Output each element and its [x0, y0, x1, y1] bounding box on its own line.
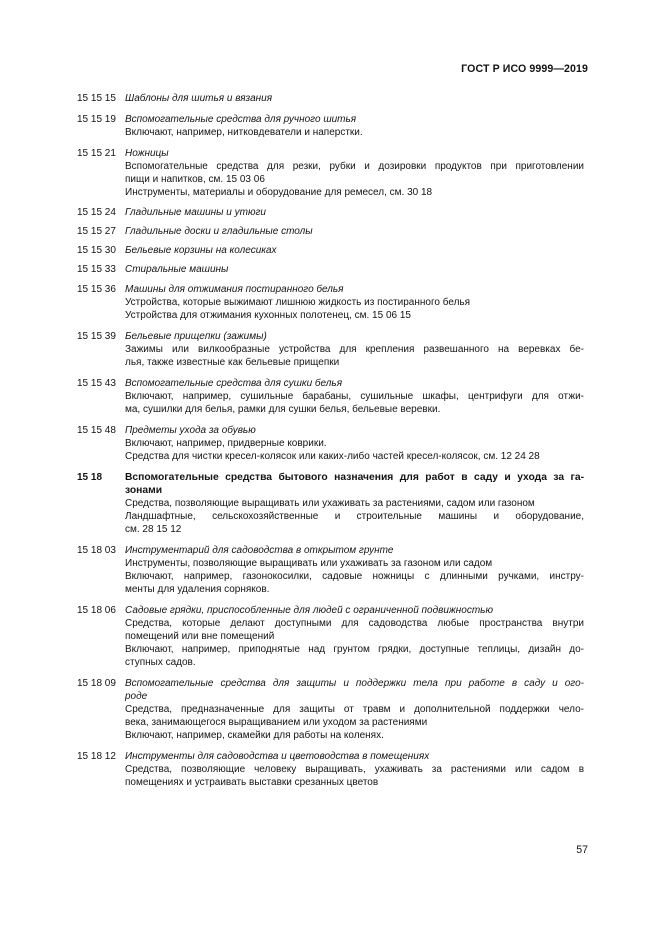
- entry-body: [125, 424, 584, 463]
- entry-code: 15 18 12: [77, 751, 116, 762]
- entry-description-line: пищи и напитков, см. 15 03 06: [125, 174, 265, 186]
- entry-description-line: Включают, например, газонокосилки, садовые ножницы с длинными ручками, инстру-: [125, 571, 584, 583]
- entry-code: 15 15 33: [77, 264, 116, 275]
- entry-code: 15 15 43: [77, 378, 116, 389]
- entry-body: [125, 263, 584, 276]
- entry-title-line: Стиральные машины: [125, 264, 229, 275]
- entry-description-line: Включают, например, придверные коврики.: [125, 438, 327, 450]
- entry-description-line: помещениях и устраивать выставки срезанных цветов: [125, 777, 379, 789]
- entry-title-line: Вспомогательные средства для сушки белья: [125, 378, 343, 389]
- entry-description-line: Зажимы или вилкообразные устройства для крепления развешанного на веревках бе-: [125, 344, 584, 356]
- entry-description-line: века, занимающегося выращиванием или уходом за растениями: [125, 717, 428, 729]
- entry-description-line: Устройства для отжимания кухонных полотенец, см. 15 06 15: [125, 310, 411, 322]
- entry-body: [125, 377, 584, 416]
- entry-body: [125, 283, 584, 322]
- entry-code: 15 15 39: [77, 331, 116, 342]
- entry-code: 15 15 27: [77, 226, 116, 237]
- entry-description-line: ступных садов.: [125, 657, 196, 669]
- entry-description-line: Ландшафтные, сельскохозяйственные и строительные машины и оборудование,: [125, 511, 584, 523]
- entry-description-line: Средства для чистки кресел-колясок или каких-либо частей кресел-колясок, см. 12 24 28: [125, 451, 540, 463]
- entry-title-line: Бельевые прищепки (зажимы): [125, 331, 267, 342]
- entry-title-line: Шаблоны для шитья и вязания: [125, 93, 273, 104]
- entry-body: [125, 244, 584, 257]
- entry-title-line: Ножницы: [125, 148, 169, 159]
- entry-title-line: Инструментарий для садоводства в открытом грунте: [125, 545, 394, 556]
- entry-title-line: Вспомогательные средства бытового назначения для работ в саду и ухода за га-: [125, 472, 584, 483]
- entry-code: 15 18 09: [77, 678, 116, 689]
- entry-description-line: Включают, например, нитковдеватели и наперстки.: [125, 127, 363, 139]
- entry-title-line: Бельевые корзины на колесиках: [125, 245, 277, 256]
- entry-title-line: Инструменты для садоводства и цветоводства в помещениях: [125, 751, 430, 762]
- entry-description-line: Средства, позволяющие человеку выращивать, ухаживать за растениями или садом в: [125, 764, 584, 776]
- entry-description-line: см. 28 15 12: [125, 524, 182, 536]
- entry-description-line: менты для удаления сорняков.: [125, 584, 270, 596]
- entry-body: [125, 471, 584, 536]
- entry-code: 15 15 36: [77, 284, 116, 295]
- entry-description-line: Вспомогательные средства для резки, рубки и дозировки продуктов при приготовлении: [125, 161, 584, 173]
- entry-body: [125, 544, 584, 596]
- entry-code: 15 18: [77, 472, 103, 483]
- entry-body: [125, 206, 584, 219]
- entry-code: 15 15 19: [77, 114, 116, 125]
- entry-body: [125, 225, 584, 238]
- entry-code: 15 15 21: [77, 148, 116, 159]
- entry-title-line: зонами: [125, 485, 163, 497]
- entry-description-line: лья, также известные как бельевые прищепки: [125, 357, 340, 369]
- entry-description-line: Средства, предназначенные для защиты от травм и дополнительной поддержки чело-: [125, 704, 584, 716]
- entry-body: [125, 677, 584, 742]
- entry-title-line: Гладильные машины и утюги: [125, 207, 266, 218]
- entry-body: [125, 92, 584, 105]
- entry-description-line: Инструменты, позволяющие выращивать или ухаживать за газоном или садом: [125, 558, 493, 570]
- entry-code: 15 15 15: [77, 93, 116, 104]
- entry-body: [125, 750, 584, 789]
- entry-description-line: Включают, например, скамейки для работы на коленях.: [125, 730, 384, 742]
- entry-title-line: роде: [125, 691, 148, 703]
- entry-description-line: Средства, позволяющие выращивать или ухаживать за растениями, садом или газоном: [125, 498, 535, 510]
- entry-body: [125, 604, 584, 669]
- page-number: 57: [576, 844, 588, 856]
- entry-code: 15 18 03: [77, 545, 116, 556]
- entry-body: [125, 113, 584, 139]
- entry-description-line: Средства, которые делают доступными для садоводства любые пространства внутри: [125, 618, 584, 630]
- entry-code: 15 15 30: [77, 245, 116, 256]
- entry-title-line: Вспомогательные средства для защиты и поддержки тела при работе в саду и ого-: [125, 678, 584, 689]
- entry-description-line: помещений или вне помещений: [125, 631, 275, 643]
- entry-title-line: Вспомогательные средства для ручного шитья: [125, 114, 357, 125]
- entry-description-line: Устройства, которые выжимают лишнюю жидкость из постиранного белья: [125, 297, 471, 309]
- entry-description-line: ма, сушилки для белья, рамки для сушки белья, бельевые веревки.: [125, 404, 441, 416]
- entry-title-line: Садовые грядки, приспособленные для людей с ограниченной подвижностью: [125, 605, 493, 616]
- entry-description-line: Включают, например, сушильные барабаны, сушильные шкафы, центрифуги для отжи-: [125, 391, 584, 403]
- entry-title-line: Машины для отжимания постиранного белья: [125, 284, 344, 295]
- entry-title-line: Предметы ухода за обувью: [125, 425, 256, 436]
- entry-code: 15 15 24: [77, 207, 116, 218]
- entry-code: 15 18 06: [77, 605, 116, 616]
- entry-body: [125, 330, 584, 369]
- entry-description-line: Включают, например, приподнятые над грунтом грядки, доступные теплицы, дизайн до-: [125, 644, 584, 656]
- entry-title-line: Гладильные доски и гладильные столы: [125, 226, 313, 237]
- entry-code: 15 15 48: [77, 425, 116, 436]
- entry-description-line: Инструменты, материалы и оборудование для ремесел, см. 30 18: [125, 187, 433, 199]
- standard-code-header: ГОСТ Р ИСО 9999—2019: [461, 63, 588, 75]
- entry-body: [125, 147, 584, 199]
